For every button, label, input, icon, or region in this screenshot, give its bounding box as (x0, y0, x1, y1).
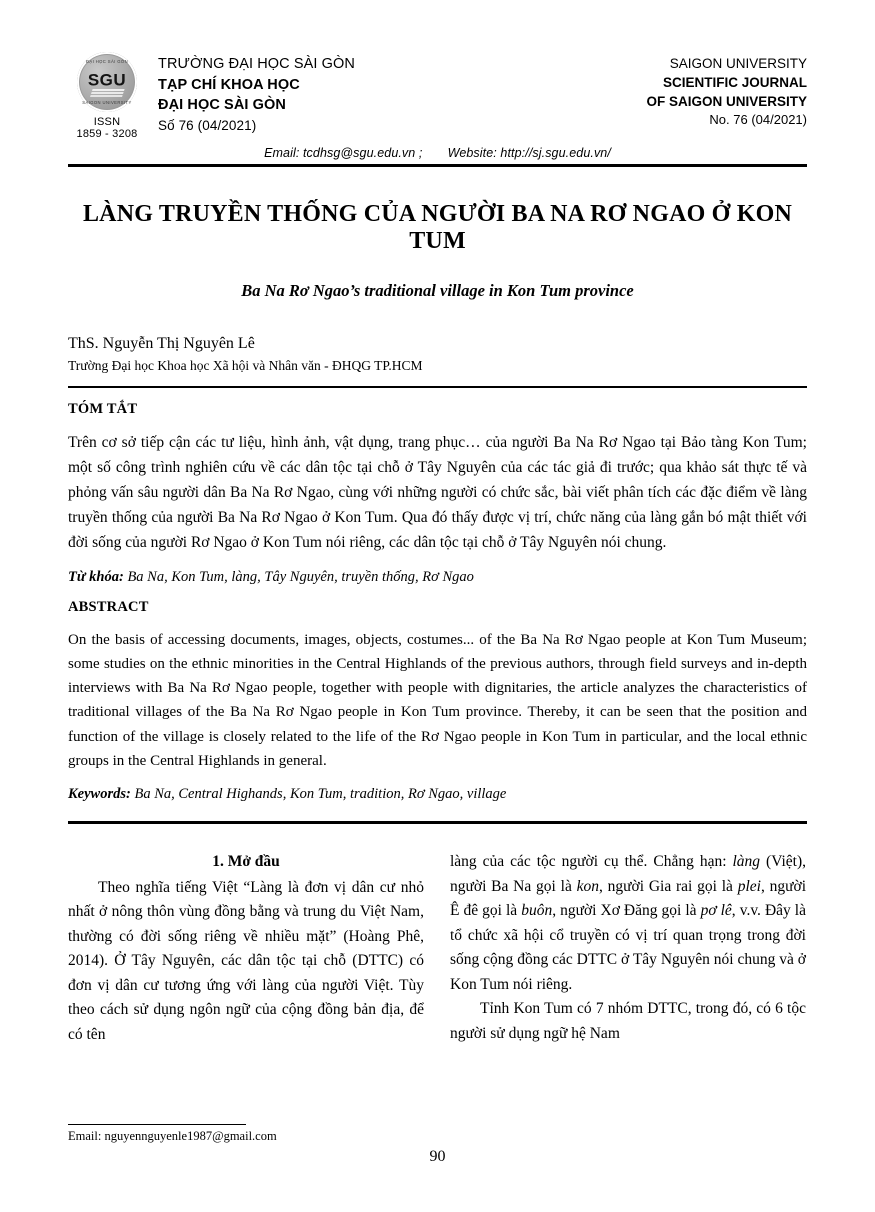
body-paragraph-right-2: Tỉnh Kon Tum có 7 nhóm DTTC, trong đó, có 6 tộc người sử dụng ngữ hệ Nam (450, 1000, 806, 1042)
abstract-divider (68, 821, 807, 824)
university-name-vi: TRƯỜNG ĐẠI HỌC SÀI GÒN (158, 56, 356, 72)
body-column-right (450, 850, 806, 1047)
page-number: 90 (429, 1148, 446, 1165)
rc-text-5: , người Xơ Đăng gọi là (552, 902, 701, 920)
keywords-vi-values: Ba Na, Kon Tum, làng, Tây Nguyên, truyền thống, Rơ Ngao (127, 568, 474, 585)
seal-bottom-text: SAIGON UNIVERSITY (82, 100, 132, 105)
masthead-divider (68, 164, 807, 167)
body-column-left (68, 850, 424, 1047)
rc-italic-kon: kon (576, 877, 599, 895)
issn-number: 1859 - 3208 (76, 128, 138, 140)
rc-italic-lang: làng (732, 853, 761, 871)
article-title-vi: LÀNG TRUYỀN THỐNG CỦA NGƯỜI BA NA RƠ NGAO Ở KON TUM (82, 201, 793, 254)
body-paragraph-left: Theo nghĩa tiếng Việt “Làng là đơn vị dân cư nhỏ nhất ở nông thôn vùng đồng bằng và trung du Việt Nam, thường có đời sống riêng về nhiều mặt” (Hoàng Phê, 2014). Ở Tây Nguyên, các dân tộc tại chỗ (DTTC) có đơn vị dân cư tương ứng với làng của người Việt. Tùy theo cách sử dụng ngôn ngữ của cộng đồng bản địa, để có tên (68, 878, 424, 1043)
journal-website[interactable]: Website: http://sj.sgu.edu.vn/ (447, 146, 611, 160)
seal-main-text: SGU (87, 70, 127, 90)
page-content (68, 0, 807, 1047)
journal-name-en-line2: OF SAIGON UNIVERSITY (646, 94, 807, 110)
journal-logo-block (68, 50, 146, 140)
keywords-vi (68, 569, 807, 586)
journal-contact-line (68, 146, 807, 160)
abstract-en-heading: ABSTRACT (68, 598, 149, 615)
abstract-vi-heading: TÓM TẮT (68, 401, 138, 417)
journal-name-vi-line1: TẠP CHÍ KHOA HỌC (158, 76, 300, 93)
journal-name-vi-line2: ĐẠI HỌC SÀI GÒN (158, 97, 286, 114)
article-title-en: Ba Na Rơ Ngao’s traditional village in Kon Tum province (241, 281, 634, 300)
rc-text-1: làng của các tộc người cụ thể. Chẳng hạn: (450, 853, 733, 871)
keywords-en (68, 786, 807, 803)
author-contact-email[interactable]: Email: nguyennguyenle1987@gmail.com (68, 1129, 277, 1143)
author-name: ThS. Nguyễn Thị Nguyên Lê (68, 335, 255, 352)
rc-italic-buon: buôn (521, 902, 553, 920)
journal-masthead (68, 0, 807, 140)
sgu-seal-icon (77, 52, 137, 112)
keywords-vi-label: Từ khóa: (68, 568, 124, 585)
abstract-en-text: On the basis of accessing documents, images, objects, costumes... of the Ba Na Rơ Ngao people at Kon Tum Museum; some studies on the ethnic minorities in the Central Highlands of the previous authors, through field surveys and in-depth interviews with Ba Na Rơ Ngao people, together with people with dignitaries, the article analyzes the characteristics of traditional villages of the Ba Na Rơ Ngao people in Kon Tum province. Thereby, it can be seen that the position and function of the village is closely related to the life of the Rơ Ngao people in Kon Tum in particular, and the local ethnic groups in the Central Highlands in general. (68, 631, 807, 770)
issn-label: ISSN (93, 116, 121, 128)
rc-text-3: , người Gia rai gọi là (599, 877, 738, 895)
rc-italic-plei: plei (737, 877, 761, 895)
seal-top-text: ĐẠI HỌC SÀI GÒN (85, 59, 129, 64)
abstract-vi-text: Trên cơ sở tiếp cận các tư liệu, hình ảnh, vật dụng, trang phục… của người Ba Na Rơ Ngao tại Bảo tàng Kon Tum; một số công trình nghiên cứu về các dân tộc tại chỗ ở Tây Nguyên của các tác giả đi trước; qua khảo sát thực tế và phỏng vấn sâu người dân Ba Na Rơ Ngao, cùng với những người có chức sắc, bài viết phân tích các đặc điểm về làng truyền thống của người Ba Na Rơ Ngao ở Kon Tum. Qua đó thấy được vị trí, chức năng của làng gắn bó mật thiết với đời sống của người Rơ Ngao ở Kon Tum nói riêng, các dân tộc tại chỗ ở Tây Nguyên nói chung. (68, 434, 807, 552)
keywords-en-values: Ba Na, Central Highands, Kon Tum, tradition, Rơ Ngao, village (134, 786, 507, 803)
rc-text-6: , v.v. Đây là tổ chức xã hội cổ truyền có vị trí quan trọng trong đời sống cộng đồng các DTTC ở Tây Nguyên nói chung và ở Kon Tum nói riêng. (450, 902, 806, 993)
section-heading-intro: 1. Mở đầu (212, 853, 280, 871)
author-affiliation: Trường Đại học Khoa học Xã hội và Nhân văn - ĐHQG TP.HCM (68, 358, 423, 373)
masthead-left (68, 50, 355, 140)
footnote-divider (68, 1124, 246, 1125)
journal-name-en-line1: SCIENTIFIC JOURNAL (662, 75, 807, 91)
body-paragraph-right-1 (450, 850, 806, 997)
author-divider (68, 386, 807, 388)
masthead-right-titles (646, 50, 807, 130)
open-book-icon (89, 89, 124, 99)
masthead-left-titles (158, 50, 355, 135)
keywords-en-label: Keywords: (68, 786, 131, 803)
issue-number-vi: Số 76 (04/2021) (158, 117, 257, 133)
journal-email[interactable]: Email: tcdhsg@sgu.edu.vn ; (264, 146, 423, 160)
body-columns (68, 850, 807, 1047)
university-name-en: SAIGON UNIVERSITY (669, 56, 807, 71)
rc-text-4: , người Ê đê gọi là (450, 877, 807, 920)
rc-italic-pole: pơ lê (700, 902, 732, 920)
footnote-area (68, 1124, 807, 1144)
rc-text-2: (Việt), người Ba Na gọi là (450, 853, 806, 895)
issue-number-en: No. 76 (04/2021) (709, 112, 807, 128)
